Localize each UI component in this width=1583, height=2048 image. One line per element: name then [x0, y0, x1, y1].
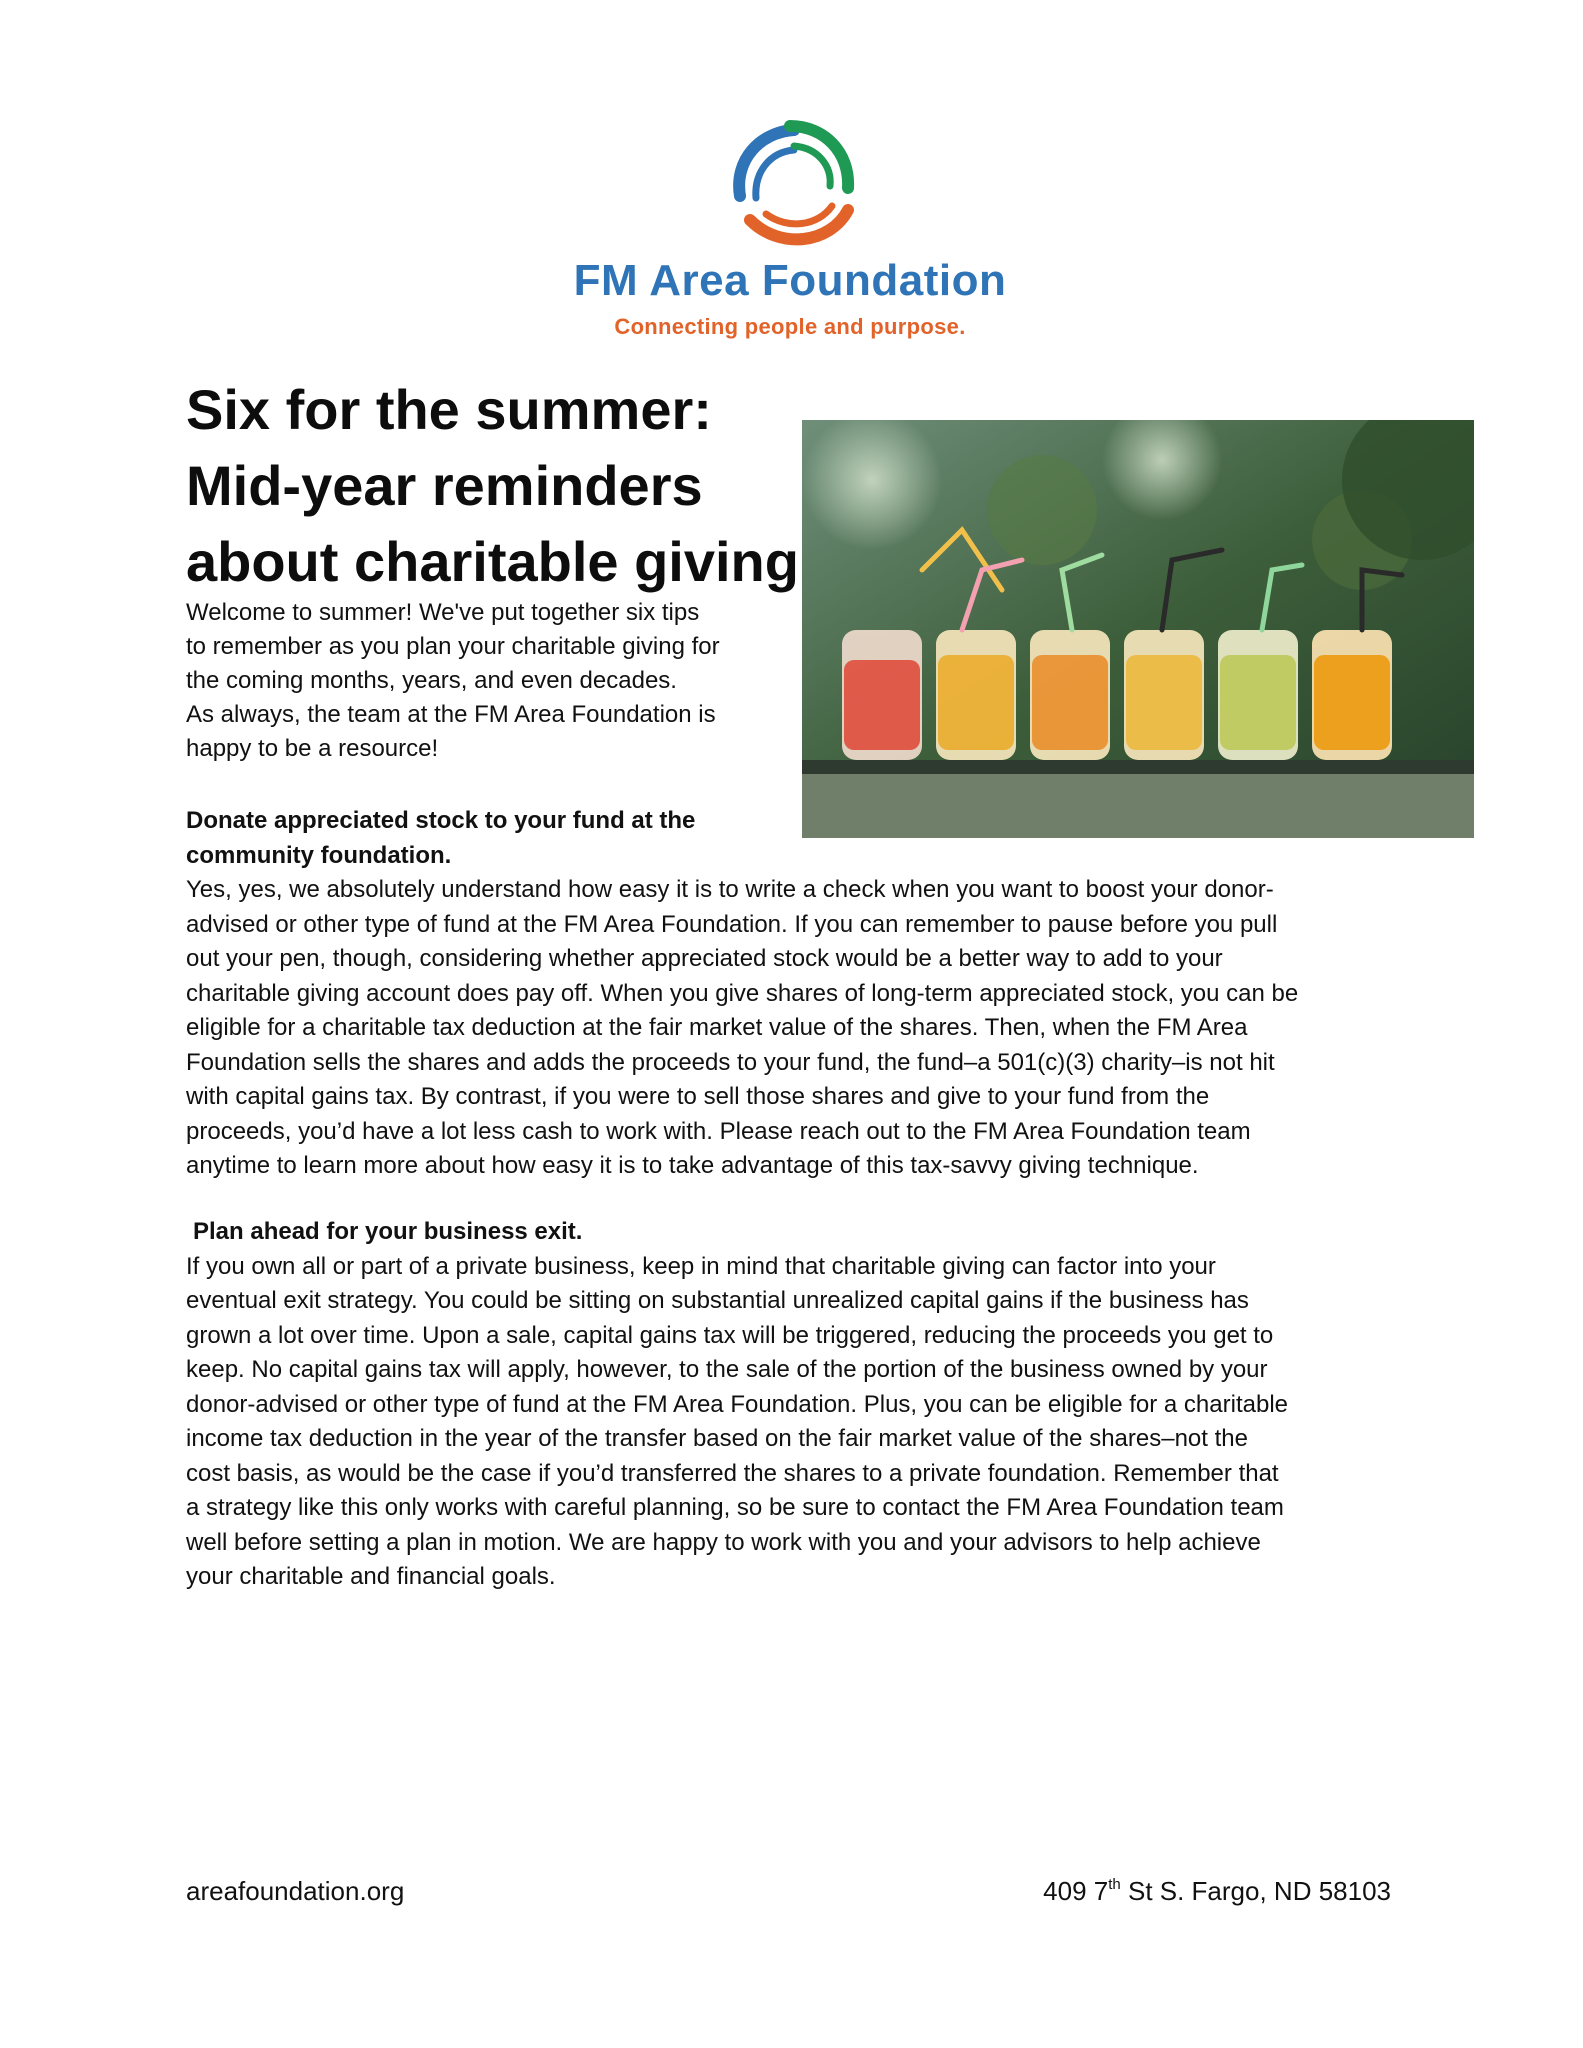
intro-line: Welcome to summer! We've put together six tips	[186, 599, 700, 626]
body-line: Yes, yes, we absolutely understand how easy it is to write a check when you want to boost your donor-	[186, 876, 1274, 903]
footer-address	[1043, 1876, 1391, 1907]
logo-swirl-icon	[720, 118, 860, 258]
address-prefix: 409 7	[1043, 1876, 1109, 1906]
body-line: Foundation sells the shares and adds the proceeds to your fund, the fund–a 501(c)(3) charity–is not hit	[186, 1048, 1275, 1076]
body-line: your charitable and financial goals.	[186, 1563, 556, 1590]
body-line: with capital gains tax. By contrast, if you were to sell those shares and give to your fund from the	[186, 1083, 1210, 1110]
intro-line: happy to be a resource!	[186, 735, 439, 762]
intro-line: to remember as you plan your charitable giving for	[186, 633, 720, 660]
title-line: Mid-year reminders	[186, 454, 703, 517]
title-line: Six for the summer:	[186, 378, 712, 441]
heading-line: community foundation.	[186, 841, 452, 869]
section-business-exit	[186, 1215, 1416, 1595]
body-line: advised or other type of fund at the FM Area Foundation. If you can remember to pause before you pull	[186, 910, 1278, 938]
footer-website[interactable]: areafoundation.org	[186, 1876, 405, 1906]
body-line: donor-advised or other type of fund at the FM Area Foundation. Plus, you can be eligible for a charitable	[186, 1390, 1288, 1418]
section-body	[186, 1250, 1416, 1595]
body-line: income tax deduction in the year of the transfer based on the fair market value of the shares–not the	[186, 1425, 1248, 1452]
body-line: grown a lot over time. Upon a sale, capital gains tax will be triggered, reducing the proceeds you get to	[186, 1321, 1274, 1349]
body-line: eligible for a charitable tax deduction at the fair market value of the shares. Then, when the FM Area	[186, 1014, 1248, 1041]
body-line: keep. No capital gains tax will apply, however, to the sale of the portion of the business owned by your	[186, 1356, 1268, 1383]
section-donate-stock	[186, 804, 1416, 1184]
body-line: eventual exit strategy. You could be sitting on substantial unrealized capital gains if the business has	[186, 1287, 1249, 1314]
intro-line: the coming months, years, and even decades.	[186, 667, 677, 694]
address-superscript: th	[1108, 1876, 1121, 1893]
intro-line: As always, the team at the FM Area Foundation is	[186, 701, 716, 728]
summer-drinks-photo	[802, 420, 1474, 838]
heading-line: Donate appreciated stock to your fund at the	[186, 807, 696, 834]
logo-name: FM Area Foundation	[573, 256, 1007, 305]
logo-tagline: Connecting people and purpose.	[614, 314, 966, 339]
section-body	[186, 873, 1416, 1184]
article-title	[186, 372, 806, 600]
foundation-logo	[560, 118, 1020, 348]
body-line: anytime to learn more about how easy it is to take advantage of this tax-savvy giving technique.	[186, 1152, 1199, 1179]
body-line: a strategy like this only works with careful planning, so be sure to contact the FM Area Foundation team	[186, 1494, 1284, 1521]
section-heading	[186, 804, 1416, 873]
title-line: about charitable giving	[186, 530, 799, 593]
body-line: out your pen, though, considering whether appreciated stock would be a better way to add to your	[186, 945, 1223, 972]
intro-paragraph	[186, 596, 786, 766]
body-line: well before setting a plan in motion. We are happy to work with you and your advisors to help achieve	[186, 1528, 1261, 1556]
body-line: charitable giving account does pay off. When you give shares of long-term appreciated stock, you can be	[186, 979, 1299, 1007]
body-line: cost basis, as would be the case if you’d transferred the shares to a private foundation. Remember that	[186, 1459, 1279, 1487]
address-suffix: St S. Fargo, ND 58103	[1120, 1876, 1391, 1906]
body-line: If you own all or part of a private business, keep in mind that charitable giving can factor into your	[186, 1252, 1216, 1280]
section-heading	[186, 1215, 1416, 1250]
body-line: proceeds, you’d have a lot less cash to work with. Please reach out to the FM Area Foundation team	[186, 1117, 1251, 1145]
heading-line: Plan ahead for your business exit.	[193, 1218, 583, 1245]
